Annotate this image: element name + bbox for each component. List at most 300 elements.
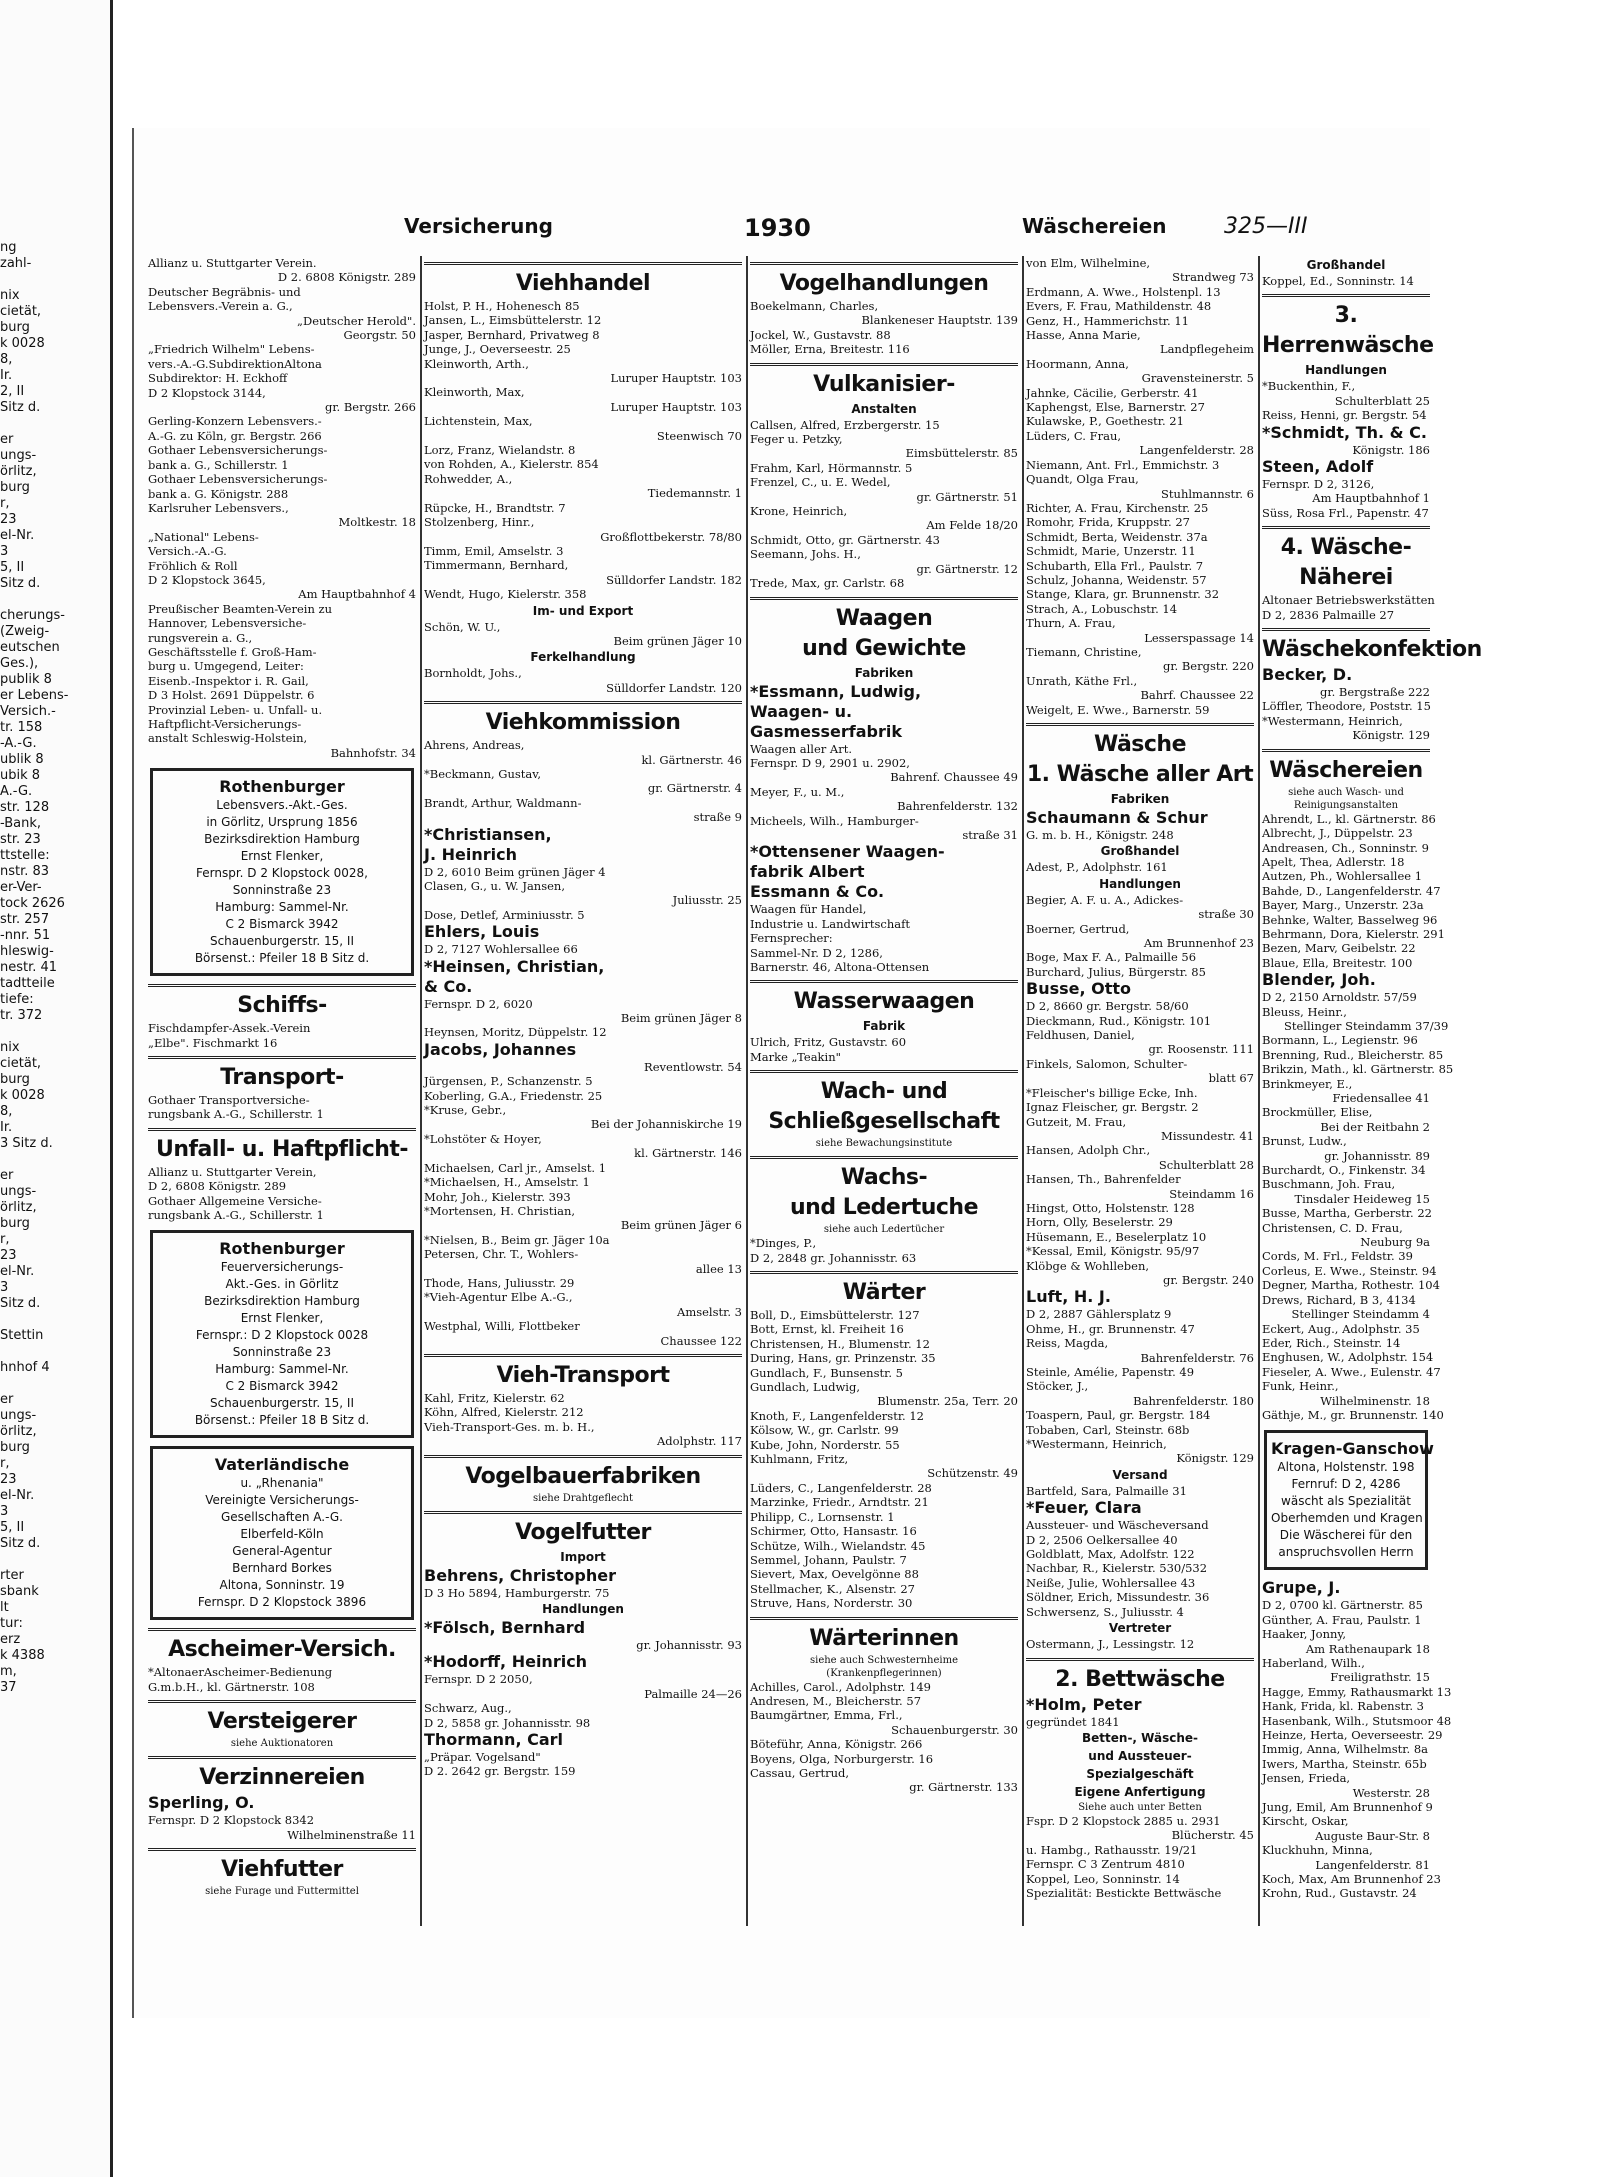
directory-entry: Ohme, H., gr. Brunnenstr. 47 — [1026, 1321, 1195, 1336]
directory-entry: Fernspr. C 3 Zentrum 4810 — [1026, 1857, 1185, 1872]
directory-entry: Eisenb.-Inspektor i. R. Gail, — [148, 673, 309, 688]
directory-entry: Baumgärtner, Emma, Frl., — [750, 1708, 903, 1723]
entry-address: straße 9 — [693, 810, 742, 825]
directory-entry: Fernspr. D 9, 2901 u. 2902, — [750, 755, 910, 770]
column-divider — [1022, 256, 1024, 1926]
column-divider — [1258, 256, 1260, 1926]
entry-address: Beim grünen Jäger 8 — [620, 1011, 742, 1026]
entry-address: Schauenburgerstr. 30 — [891, 1722, 1018, 1737]
directory-entry: Frahm, Karl, Hörmannstr. 5 — [750, 460, 913, 475]
directory-entry: Jasper, Bernhard, Privatweg 8 — [424, 327, 600, 342]
directory-entry: Kluckhuhn, Minna, — [1262, 1843, 1373, 1858]
directory-entry: Westphal, Willi, Flottbeker — [424, 1319, 580, 1334]
directory-entry: bank a. G. Königstr. 288 — [148, 486, 289, 501]
directory-entry: Jansen, L., Eimsbüttelerstr. 12 — [424, 313, 602, 328]
featured-entry: fabrik Albert — [750, 862, 865, 882]
directory-entry: Busse, Martha, Gerberstr. 22 — [1262, 1206, 1432, 1221]
directory-entry: Hoormann, Anna, — [1026, 356, 1129, 371]
previous-page-line: r, — [0, 1456, 10, 1471]
advertisement-line: Akt.-Ges. in Görlitz — [225, 1277, 339, 1292]
directory-entry: Callsen, Alfred, Erzbergerstr. 15 — [750, 417, 940, 432]
directory-entry: Altonaer Betriebswerkstätten — [1262, 593, 1435, 608]
directory-entry: Kleinworth, Max, — [424, 385, 525, 400]
directory-entry: Thode, Hans, Juliusstr. 29 — [424, 1275, 575, 1290]
directory-entry: Gothaer Allgemeine Versiche- — [148, 1193, 322, 1208]
directory-entry: Stellmacher, K., Alsenstr. 27 — [750, 1581, 915, 1596]
advertisement-line: Fernspr. D 2 Klopstock 0028, — [196, 866, 368, 881]
column-divider — [746, 256, 748, 1926]
entry-address: Blankeneser Hauptstr. 139 — [861, 313, 1018, 328]
previous-page-text — [0, 240, 100, 1696]
directory-entry: Gothaer Transportversiche- — [148, 1093, 310, 1108]
entry-address: Langenfelderstr. 28 — [1139, 443, 1254, 458]
entry-address: Königstr. 129 — [1352, 728, 1430, 743]
directory-entry: anstalt Schleswig-Holstein, — [148, 731, 308, 746]
subcategory-heading: Anstalten — [851, 401, 917, 416]
directory-entry: D 2, 2836 Palmaille 27 — [1262, 607, 1395, 622]
entry-address: Auguste Baur-Str. 8 — [1315, 1828, 1430, 1843]
directory-entry: Dieckmann, Rud., Königstr. 101 — [1026, 1013, 1212, 1028]
directory-entry: Hannover, Lebensversiche- — [148, 616, 307, 631]
advertisement-line: Sonninstraße 23 — [232, 1345, 332, 1360]
category-heading: und Gewichte — [802, 635, 966, 661]
directory-entry: Schön, W. U., — [424, 619, 501, 634]
directory-entry: Hüsemann, E., Beselerplatz 10 — [1026, 1229, 1207, 1244]
previous-page-line: 3 — [0, 544, 9, 559]
previous-page-line: (Zweig- — [0, 624, 50, 639]
directory-entry: *Mortensen, H. Christian, — [424, 1203, 576, 1218]
previous-page-line: k 0028 — [0, 336, 45, 351]
subcategory-heading: Fabrik — [862, 1019, 906, 1034]
advertisement-line: Altona, Sonninstr. 19 — [219, 1578, 345, 1593]
directory-entry: Drews, Richard, B 3, 4134 — [1262, 1292, 1416, 1307]
advertisement-box — [150, 1446, 414, 1620]
directory-entry: *AltonaerAscheimer-Bedienung — [148, 1665, 333, 1680]
previous-page-line: -A.-G. — [0, 736, 37, 751]
directory-entry: Bartfeld, Sara, Palmaille 31 — [1026, 1483, 1187, 1498]
subcategory-heading: und Aussteuer- — [1088, 1748, 1192, 1763]
directory-entry: Waagen aller Art. — [750, 741, 853, 756]
category-heading: Verzinnereien — [148, 1756, 416, 1793]
previous-page-line: 23 — [0, 1472, 17, 1487]
entry-address: Schulterblatt 25 — [1334, 393, 1430, 408]
column-5 — [1262, 256, 1482, 1916]
entry-address: Sülldorfer Landstr. 120 — [606, 680, 742, 695]
directory-entry: Heinze, Herta, Oeverseestr. 29 — [1262, 1728, 1443, 1742]
previous-page-line: cietät, — [0, 1056, 42, 1071]
directory-entry: Kuhlmann, Fritz, — [750, 1452, 849, 1467]
directory-entry: Burchard, Julius, Bürgerstr. 85 — [1026, 964, 1206, 979]
directory-entry: Lorz, Franz, Wielandstr. 8 — [424, 443, 576, 458]
previous-page-line: 8, — [0, 1104, 13, 1119]
entry-address: Luruper Hauptstr. 103 — [610, 371, 742, 386]
previous-page-line: Ges.), — [0, 656, 39, 671]
directory-entry: Andreasen, Ch., Sonninstr. 9 — [1262, 840, 1429, 855]
directory-entry: Lebensvers.-Verein a. G., — [148, 299, 293, 314]
directory-entry: Micheels, Wilh., Hamburger- — [750, 813, 919, 828]
directory-entry: Vieh-Transport-Ges. m. b. H., — [424, 1419, 595, 1434]
previous-page-line: hnhof 4 — [0, 1360, 50, 1375]
previous-page-line: ubik 8 — [0, 768, 41, 783]
directory-entry: Schmidt, Berta, Weidenstr. 37a — [1026, 529, 1208, 544]
featured-entry: Gasmesserfabrik — [750, 721, 902, 741]
directory-entry: Koppel, Ed., Sonninstr. 14 — [1262, 274, 1414, 288]
directory-entry: rungsverein a. G., — [148, 630, 253, 645]
directory-entry: Reiss, Magda, — [1026, 1336, 1109, 1351]
directory-entry: vers.-A.-G.SubdirektionAltona — [148, 356, 322, 371]
advertisement-line: u. „Rhenania" — [240, 1476, 324, 1491]
directory-entry: Ignaz Fleischer, gr. Bergstr. 2 — [1026, 1100, 1199, 1115]
directory-entry: *Westermann, Heinrich, — [1026, 1437, 1167, 1452]
directory-entry: Fieseler, A. Wwe., Eulenstr. 47 — [1262, 1364, 1441, 1379]
entry-address: Palmaille 24—26 — [644, 1686, 742, 1701]
directory-entry: Schwersenz, S., Juliusstr. 4 — [1026, 1604, 1184, 1619]
previous-page-line: ng — [0, 240, 17, 255]
entry-address: Reventlowstr. 54 — [644, 1059, 742, 1074]
directory-entry: D 2, 7127 Wohlersallee 66 — [424, 942, 578, 957]
directory-entry: Kube, John, Norderstr. 55 — [750, 1437, 900, 1452]
directory-entry: Fischdampfer-Assek.-Verein — [148, 1021, 311, 1036]
entry-address: blatt 67 — [1208, 1071, 1254, 1086]
directory-entry: D 2, 2150 Arnoldstr. 57/59 — [1262, 990, 1417, 1005]
entry-address: Bahrenfelderstr. 180 — [1133, 1393, 1254, 1408]
directory-entry: Süss, Rosa Frl., Papenstr. 47 — [1262, 505, 1429, 520]
directory-entry: Preußischer Beamten-Verein zu — [148, 601, 332, 616]
directory-entry: Ostermann, J., Lessingstr. 12 — [1026, 1637, 1195, 1652]
advertisement-line: Schauenburgerstr. 15, II — [209, 1396, 355, 1411]
header-year: 1930 — [744, 214, 811, 242]
directory-entry: Timm, Emil, Amselstr. 3 — [424, 543, 564, 558]
advertisement-line: Börsenst.: Pfeiler 18 B Sitz d. — [194, 1413, 370, 1428]
entry-address: Beim grünen Jäger 6 — [620, 1218, 742, 1233]
directory-entry: Begier, A. F. u. A., Adickes- — [1026, 892, 1184, 907]
entry-address: Beim grünen Jäger 10 — [613, 633, 742, 648]
entry-address: Bahrf. Chaussee 22 — [1140, 688, 1254, 703]
category-heading: Wäsche — [1026, 723, 1254, 760]
previous-page-line: 3 Sitz d. — [0, 1136, 53, 1151]
entry-address: Steenwisch 70 — [656, 428, 742, 443]
advertisement-line: Bernhard Borkes — [232, 1561, 332, 1576]
entry-address: Blumenstr. 25a, Terr. 20 — [877, 1394, 1018, 1409]
directory-entry: Fspr. D 2 Klopstock 2885 u. 2931 — [1026, 1813, 1221, 1828]
entry-address: Am Hauptbahnhof 1 — [1312, 491, 1430, 506]
subcategory-heading: Ferkelhandlung — [530, 650, 636, 665]
featured-entry: *Christiansen, — [424, 824, 552, 844]
category-heading: und Ledertuche — [790, 1195, 978, 1221]
entry-address: gr. Roosenstr. 111 — [1148, 1042, 1254, 1057]
directory-entry: Burchardt, O., Finkenstr. 34 — [1262, 1163, 1426, 1178]
previous-page-edge — [0, 0, 113, 2177]
previous-page-line: ungs- — [0, 448, 37, 463]
featured-entry: Blender, Joh. — [1262, 970, 1376, 990]
featured-entry: Jacobs, Johannes — [424, 1039, 577, 1059]
directory-entry: Clasen, G., u. W. Jansen, — [424, 879, 565, 893]
directory-entry: D 2 Klopstock 3144, — [148, 385, 266, 400]
directory-entry: Fernspr. D 2, 3126, — [1262, 477, 1375, 492]
previous-page-line: tadtteile — [0, 976, 55, 991]
previous-page-line: er — [0, 1168, 14, 1183]
category-heading: Viehkommission — [424, 701, 742, 738]
entry-address: Wilhelminenstr. 18 — [1320, 1393, 1430, 1408]
directory-entry: Köhn, Alfred, Kielerstr. 212 — [424, 1405, 584, 1420]
directory-entry: Behnke, Walter, Basselweg 96 — [1262, 912, 1438, 927]
cross-reference-note: siehe auch Ledertücher — [823, 1224, 945, 1236]
directory-entry: Bahde, D., Langenfelderstr. 47 — [1262, 883, 1441, 898]
directory-entry: D 2, 2506 Oelkersallee 40 — [1026, 1532, 1178, 1547]
directory-entry: *Westermann, Heinrich, — [1262, 713, 1403, 728]
directory-entry: Apelt, Thea, Adlerstr. 18 — [1262, 854, 1405, 869]
subcategory-heading: Versand — [1112, 1467, 1168, 1482]
directory-entry: Bleuss, Heinr., — [1262, 1004, 1347, 1019]
directory-entry: Adest, P., Adolphstr. 161 — [1026, 860, 1168, 875]
directory-entry: D 3 Holst. 2691 Düppelstr. 6 — [148, 688, 315, 703]
cross-reference-note: siehe auch Wasch- und — [1288, 786, 1404, 798]
previous-page-line: Sitz d. — [0, 576, 41, 591]
directory-entry: Feger u. Petzky, — [750, 432, 843, 447]
previous-page-line: er Lebens- — [0, 688, 69, 703]
category-heading: Transport- — [148, 1056, 416, 1093]
previous-page-line: r, — [0, 496, 10, 511]
column-3 — [750, 256, 1018, 1916]
cross-reference-note: (Krankenpflegerinnen) — [826, 1667, 942, 1679]
previous-page-line: 5, II — [0, 560, 25, 575]
entry-address: Steindamm 16 — [1169, 1186, 1254, 1201]
directory-entry: Fernspr. D 2, 6020 — [424, 996, 533, 1011]
directory-entry: Strach, A., Lobuschstr. 14 — [1026, 601, 1178, 616]
entry-address: Stuhlmannstr. 6 — [1161, 486, 1254, 501]
directory-entry: Söldner, Erich, Missundestr. 36 — [1026, 1590, 1210, 1605]
previous-page-line: el-Nr. — [0, 1488, 35, 1503]
directory-entry: Eder, Rich., Steinstr. 14 — [1262, 1335, 1401, 1350]
category-heading: Wach- und Schließgesellschaft — [750, 1070, 1018, 1137]
previous-page-line: er — [0, 432, 14, 447]
entry-address: gr. Bergstraße 222 — [1320, 685, 1430, 700]
directory-entry: Hingst, Otto, Holstenstr. 128 — [1026, 1200, 1195, 1215]
directory-entry: Horn, Olly, Beselerstr. 29 — [1026, 1215, 1173, 1230]
previous-page-line: Sitz d. — [0, 400, 41, 415]
directory-entry: Gundlach, F., Bunsenstr. 5 — [750, 1365, 903, 1380]
directory-entry: rungsbank A.-G., Schillerstr. 1 — [148, 1208, 324, 1223]
directory-entry: D 2, 5858 gr. Johannisstr. 98 — [424, 1715, 591, 1730]
category-heading: 4. Wäsche-Näherei — [1262, 526, 1430, 593]
directory-entry: Behrmann, Dora, Kielerstr. 291 — [1262, 926, 1445, 941]
previous-page-line: ungs- — [0, 1408, 37, 1423]
previous-page-line — [0, 1552, 100, 1568]
directory-entry: Neiße, Julie, Wohlersallee 43 — [1026, 1575, 1196, 1590]
directory-entry: Boge, Max F. A., Palmaille 56 — [1026, 950, 1197, 965]
directory-entry: Bayer, Marg., Unzerstr. 23a — [1262, 898, 1424, 913]
featured-entry: Thormann, Carl — [424, 1730, 563, 1750]
directory-entry: Hank, Frida, kl. Rabenstr. 3 — [1262, 1699, 1424, 1714]
advertisement-line: Vaterländische — [214, 1455, 350, 1475]
entry-address: Adolphstr. 117 — [656, 1434, 742, 1449]
entry-address: D 2. 6808 Königstr. 289 — [277, 270, 416, 285]
directory-entry: D 2, 2887 Gählersplatz 9 — [1026, 1307, 1172, 1322]
directory-entry: Albrecht, J., Düppelstr. 23 — [1262, 826, 1413, 841]
previous-page-line: -Bank, — [0, 816, 42, 831]
directory-entry: Krohn, Rud., Gustavstr. 24 — [1262, 1886, 1417, 1901]
featured-entry: Schaumann & Schur — [1026, 808, 1208, 827]
previous-page-line — [0, 416, 100, 432]
entry-address: Stellinger Steindamm 37/39 — [1284, 1018, 1449, 1033]
cross-reference-note: siehe Bewachungsinstitute — [815, 1138, 953, 1150]
featured-entry: Busse, Otto — [1026, 979, 1132, 999]
directory-entry: Tiemann, Christine, — [1026, 644, 1142, 659]
previous-page-line: k 0028 — [0, 1088, 45, 1103]
advertisement-line: Ernst Flenker, — [240, 1311, 324, 1326]
column-4 — [1026, 256, 1254, 1916]
entry-address: Bahrenfelderstr. 132 — [897, 799, 1018, 814]
previous-page-line: publik 8 — [0, 672, 52, 687]
directory-entry: Günther, A. Frau, Paulstr. 1 — [1262, 1612, 1422, 1627]
directory-entry: Semmel, Johann, Paulstr. 7 — [750, 1552, 907, 1567]
directory-entry: Brockmüller, Elise, — [1262, 1105, 1373, 1120]
previous-page-line: 2, II — [0, 384, 25, 399]
directory-entry: Hansen, Adolph Chr., — [1026, 1143, 1151, 1158]
featured-entry: & Co. — [424, 976, 473, 996]
directory-entry: Christensen, H., Blumenstr. 12 — [750, 1336, 930, 1351]
directory-entry: Brenning, Rud., Bleicherstr. 85 — [1262, 1047, 1444, 1062]
directory-entry: Unrath, Käthe Frl., — [1026, 673, 1138, 688]
directory-entry: Trede, Max, gr. Carlstr. 68 — [750, 576, 905, 591]
directory-entry: Gothaer Lebensversicherungs- — [148, 472, 328, 487]
directory-entry: Hasse, Anna Marie, — [1026, 328, 1141, 343]
directory-entry: Allianz u. Stuttgarter Verein. — [148, 256, 317, 270]
directory-entry: Stöcker, J., — [1026, 1379, 1089, 1394]
page-header — [134, 208, 1432, 242]
category-heading: Vieh-Transport — [424, 1354, 742, 1391]
subcategory-heading: Eigene Anfertigung — [1074, 1784, 1206, 1799]
previous-page-line — [0, 1024, 100, 1040]
previous-page-line: tr. 158 — [0, 720, 43, 735]
directory-entry: *Nielsen, B., Beim gr. Jäger 10a — [424, 1232, 610, 1247]
directory-entry: Ulrich, Fritz, Gustavstr. 60 — [750, 1035, 907, 1050]
previous-page-line: el-Nr. — [0, 528, 35, 543]
directory-entry: Industrie u. Landwirtschaft — [750, 916, 910, 931]
advertisement-line: Oberhemden und Kragen — [1271, 1511, 1423, 1526]
entry-address: Schulterblatt 28 — [1158, 1157, 1254, 1172]
entry-address: gr. Bergstr. 266 — [324, 400, 416, 415]
entry-address: allee 13 — [695, 1261, 742, 1276]
previous-page-line: 23 — [0, 512, 17, 527]
entry-address: Luruper Hauptstr. 103 — [610, 399, 742, 414]
entry-address: Bahnhofstr. 34 — [330, 745, 416, 760]
entry-address: Am Hauptbahnhof 4 — [298, 587, 416, 602]
previous-page-line: sbank — [0, 1584, 39, 1599]
previous-page-line: cherungs- — [0, 608, 65, 623]
directory-entry: Brandt, Arthur, Waldmann- — [424, 795, 582, 810]
directory-entry: *Fleischer's billige Ecke, Inh. — [1026, 1085, 1198, 1100]
directory-entry: Schulz, Johanna, Weidenstr. 57 — [1026, 572, 1207, 587]
directory-entry: Brunst, Ludw., — [1262, 1134, 1347, 1149]
directory-entry: „Präpar. Vogelsand" — [424, 1750, 541, 1765]
directory-entry: Haberland, Wilh., — [1262, 1655, 1365, 1670]
directory-entry: Lüders, C. Frau, — [1026, 428, 1122, 443]
category-heading: Vogelfutter — [424, 1511, 742, 1548]
category-heading: Vulkanisier- — [750, 363, 1018, 400]
entry-address: gr. Johannisstr. 93 — [636, 1638, 742, 1652]
entry-address: Moltkestr. 18 — [338, 515, 416, 530]
directory-entry: Koberling, G.A., Friedenstr. 25 — [424, 1088, 603, 1103]
directory-entry: Heynsen, Moritz, Düppelstr. 12 — [424, 1025, 607, 1040]
directory-entry: D 2, 6010 Beim grünen Jäger 4 — [424, 864, 606, 879]
directory-entry: D 2, 6808 Königstr. 289 — [148, 1179, 287, 1194]
advertisement-line: Die Wäscherei für den — [1279, 1528, 1413, 1543]
previous-page-line — [0, 272, 100, 288]
directory-entry: Michaelsen, Carl jr., Amselst. 1 — [424, 1160, 607, 1175]
category-heading: Viehfutter — [148, 1848, 416, 1885]
directory-entry: D 3 Ho 5894, Hamburgerstr. 75 — [424, 1585, 610, 1600]
featured-entry: *Hodorff, Heinrich — [424, 1652, 588, 1672]
entry-address: Eimsbüttelerstr. 85 — [905, 446, 1018, 461]
directory-entry: Enghusen, W., Adolphstr. 154 — [1262, 1350, 1434, 1365]
directory-entry: G. m. b. H., Königstr. 248 — [1026, 828, 1174, 842]
directory-entry: Klöbge & Wohlleben, — [1026, 1258, 1150, 1273]
previous-page-line: örlitz, — [0, 1200, 37, 1215]
entry-address: Chaussee 122 — [660, 1333, 742, 1348]
directory-entry: Schütze, Wilh., Wielandstr. 45 — [750, 1538, 926, 1553]
subcategory-heading: Handlungen — [1099, 876, 1181, 891]
category-heading: Waagen — [750, 597, 1018, 634]
entry-address: Tinsdaler Heideweg 15 — [1294, 1191, 1430, 1206]
advertisement-line: Bezirksdirektion Hamburg — [204, 1294, 360, 1309]
entry-address: Juliusstr. 25 — [672, 893, 742, 908]
entry-address: Am Felde 18/20 — [926, 518, 1018, 533]
advertisement-line: wäscht als Spezialität — [1281, 1494, 1411, 1509]
directory-entry: Tobaben, Carl, Steinstr. 68b — [1026, 1422, 1190, 1437]
advertisement-line: Altona, Holstenstr. 198 — [1277, 1460, 1415, 1475]
directory-entry: Kölsow, W., gr. Carlstr. 99 — [750, 1423, 899, 1438]
directory-entry: Fernspr. D 2 2050, — [424, 1672, 533, 1687]
directory-entry: Böteführ, Anna, Königstr. 266 — [750, 1737, 923, 1752]
directory-entry: Romohr, Frida, Kruppstr. 27 — [1026, 515, 1190, 530]
advertisement-line: in Görlitz, Ursprung 1856 — [206, 815, 358, 830]
featured-entry: *Fölsch, Bernhard — [424, 1618, 586, 1637]
advertisement-line: anspruchsvollen Herrn — [1278, 1545, 1414, 1560]
previous-page-line: 5, II — [0, 1520, 25, 1535]
entry-address: Schützenstr. 49 — [927, 1466, 1018, 1481]
directory-entry: Frenzel, C., u. E. Wedel, — [750, 475, 891, 490]
previous-page-line: tiefe: — [0, 992, 34, 1007]
directory-entry: Sammel-Nr. D 2, 1286, — [750, 945, 883, 960]
advertisement-line: General-Agentur — [232, 1544, 332, 1559]
directory-entry: bank a. G., Schillerstr. 1 — [148, 457, 289, 472]
previous-page-line: 3 — [0, 1504, 9, 1519]
directory-entry: Kulawske, P., Goethestr. 21 — [1026, 414, 1184, 429]
cross-reference-note: siehe Drahtgeflecht — [533, 1492, 633, 1504]
category-heading: Versteigerer — [148, 1700, 416, 1737]
directory-entry: Aussteuer- und Wäscheversand — [1026, 1518, 1209, 1533]
previous-page-line: rter — [0, 1568, 24, 1583]
directory-entry: Andresen, M., Bleicherstr. 57 — [750, 1693, 922, 1708]
subcategory-heading: Fabriken — [854, 665, 914, 680]
directory-entry: Lichtenstein, Max, — [424, 414, 533, 429]
directory-entry: Geschäftsstelle f. Groß-Ham- — [148, 644, 317, 659]
directory-entry: Holst, P. H., Hohenesch 85 — [424, 299, 580, 313]
entry-address: Tiedemannstr. 1 — [647, 486, 742, 501]
directory-entry: Spezialität: Bestickte Bettwäsche — [1026, 1885, 1222, 1900]
category-heading: Wachs- — [750, 1156, 1018, 1193]
entry-address: gr. Bergstr. 220 — [1162, 659, 1254, 674]
directory-entry: von Rohden, A., Kielerstr. 854 — [424, 457, 599, 472]
directory-entry: Finkels, Salomon, Schulter- — [1026, 1056, 1188, 1071]
previous-page-line: burg — [0, 1440, 30, 1455]
entry-address: Amselstr. 3 — [677, 1304, 742, 1319]
directory-entry: Kleinworth, Arth., — [424, 356, 529, 371]
previous-page-line: nestr. 41 — [0, 960, 58, 975]
directory-entry: Schmidt, Marie, Unzerstr. 11 — [1026, 544, 1196, 559]
previous-page-line: Versich.- — [0, 704, 56, 719]
